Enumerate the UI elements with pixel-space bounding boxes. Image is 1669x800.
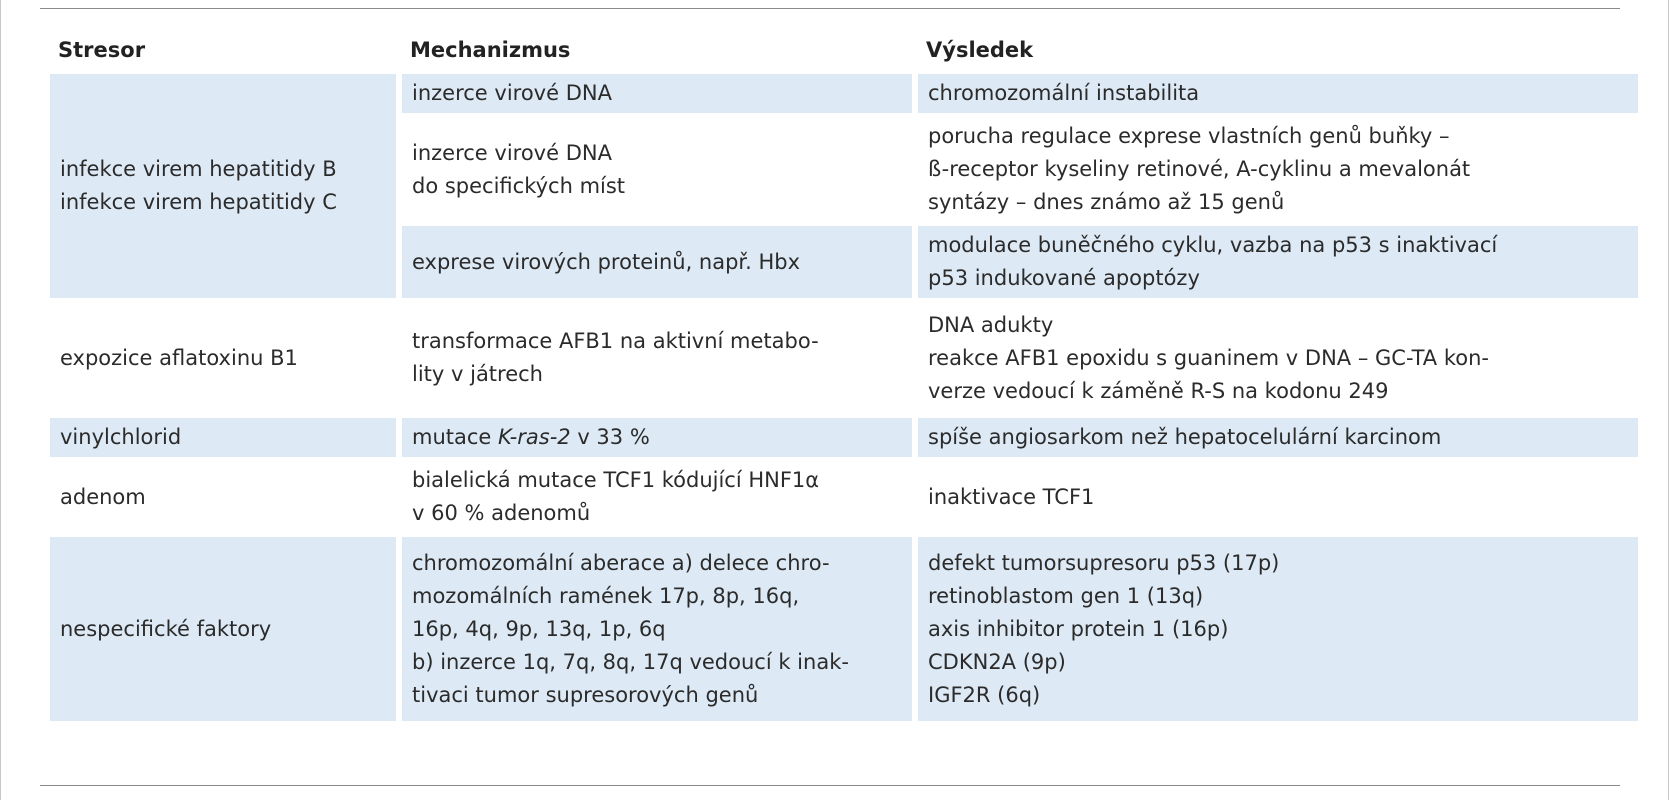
mechanism-line: do specifických míst — [412, 173, 626, 198]
table-row — [50, 537, 1638, 721]
mechanism-line: lity v játrech — [412, 362, 543, 386]
result-cell — [918, 117, 1638, 222]
mechanism-suffix: v 33 % — [570, 425, 650, 449]
mechanism-cell — [402, 461, 912, 533]
stressor-line: adenom — [60, 484, 146, 509]
stressor-line: nespecifické faktory — [60, 616, 272, 641]
result-line: spíše angiosarkom než hepatocelulární karcinom — [928, 425, 1442, 449]
bottom-rule — [40, 785, 1620, 786]
stressor-table — [44, 26, 1644, 725]
result-line: inaktivace TCF1 — [928, 484, 1095, 509]
result-line: chromozomální instabilita — [928, 81, 1200, 105]
result-cell — [918, 418, 1638, 457]
result-cell — [918, 226, 1638, 298]
result-line: porucha regulace exprese vlastních genů buňky – — [928, 124, 1450, 148]
result-line: IGF2R (6q) — [928, 682, 1041, 707]
mechanism-line — [412, 421, 902, 454]
result-line: DNA adukty — [928, 312, 1054, 337]
mechanism-prefix: mutace — [412, 425, 499, 449]
mechanism-line: mozomálních ramének 17p, 8p, 16q, — [412, 583, 800, 608]
mechanism-cell — [402, 74, 912, 113]
header-vysledek: Výsledek — [918, 30, 1638, 70]
table-row — [50, 418, 1638, 457]
result-cell — [918, 461, 1638, 533]
stressor-cell — [50, 537, 396, 721]
result-line: CDKN2A (9p) — [928, 649, 1066, 674]
result-line: syntázy – dnes známo až 15 genů — [928, 190, 1285, 214]
mechanism-line: v 60 % adenomů — [412, 501, 591, 525]
mechanism-line: tivaci tumor supresorových genů — [412, 682, 759, 707]
gene-name: K-ras-2 — [498, 425, 571, 449]
result-line: p53 indukované apoptózy — [928, 266, 1200, 290]
header-stresor: Stresor — [50, 30, 396, 70]
mechanism-cell — [402, 418, 912, 457]
result-line: axis inhibitor protein 1 (16p) — [928, 616, 1229, 641]
header-mechanizmus: Mechanizmus — [402, 30, 912, 70]
mechanism-cell — [402, 537, 912, 721]
result-cell — [918, 537, 1638, 721]
result-cell — [918, 74, 1638, 113]
result-line: reakce AFB1 epoxidu s guaninem v DNA – GC-TA kon- — [928, 345, 1489, 370]
result-line: ß-receptor kyseliny retinové, A-cyklinu a mevalonát — [928, 157, 1471, 181]
stressor-line: vinylchlorid — [60, 425, 182, 449]
result-line: retinoblastom gen 1 (13q) — [928, 583, 1204, 608]
table-row — [50, 461, 1638, 533]
stressor-line: expozice aflatoxinu B1 — [60, 345, 298, 370]
mechanism-line: b) inzerce 1q, 7q, 8q, 17q vedoucí k inak- — [412, 649, 849, 674]
mechanism-line: transformace AFB1 na aktivní metabo- — [412, 329, 819, 353]
mechanism-line: inzerce virové DNA — [412, 81, 612, 105]
table-row — [50, 302, 1638, 414]
result-line: verze vedoucí k záměně R-S na kodonu 249 — [928, 378, 1389, 403]
mechanism-cell — [402, 117, 912, 222]
mechanism-line: chromozomální aberace a) delece chro- — [412, 550, 830, 575]
stressor-line: infekce virem hepatitidy B — [60, 157, 337, 181]
mechanism-cell — [402, 226, 912, 298]
table-row — [50, 74, 1638, 113]
mechanism-line: exprese virových proteinů, např. Hbx — [412, 249, 801, 274]
header-row — [50, 30, 1638, 70]
stressor-cell — [50, 418, 396, 457]
stressor-cell — [50, 302, 396, 414]
result-line: defekt tumorsupresoru p53 (17p) — [928, 550, 1280, 575]
mechanism-cell — [402, 302, 912, 414]
mechanism-line: 16p, 4q, 9p, 13q, 1p, 6q — [412, 616, 666, 641]
mechanism-line: bialelická mutace TCF1 kódující HNF1α — [412, 468, 820, 492]
top-rule — [40, 8, 1620, 9]
stressor-cell — [50, 74, 396, 298]
result-cell — [918, 302, 1638, 414]
result-line: modulace buněčného cyklu, vazba na p53 s inaktivací — [928, 233, 1498, 257]
mechanism-line: inzerce virové DNA — [412, 140, 612, 165]
stressor-line: infekce virem hepatitidy C — [60, 190, 337, 214]
stressor-cell — [50, 461, 396, 533]
